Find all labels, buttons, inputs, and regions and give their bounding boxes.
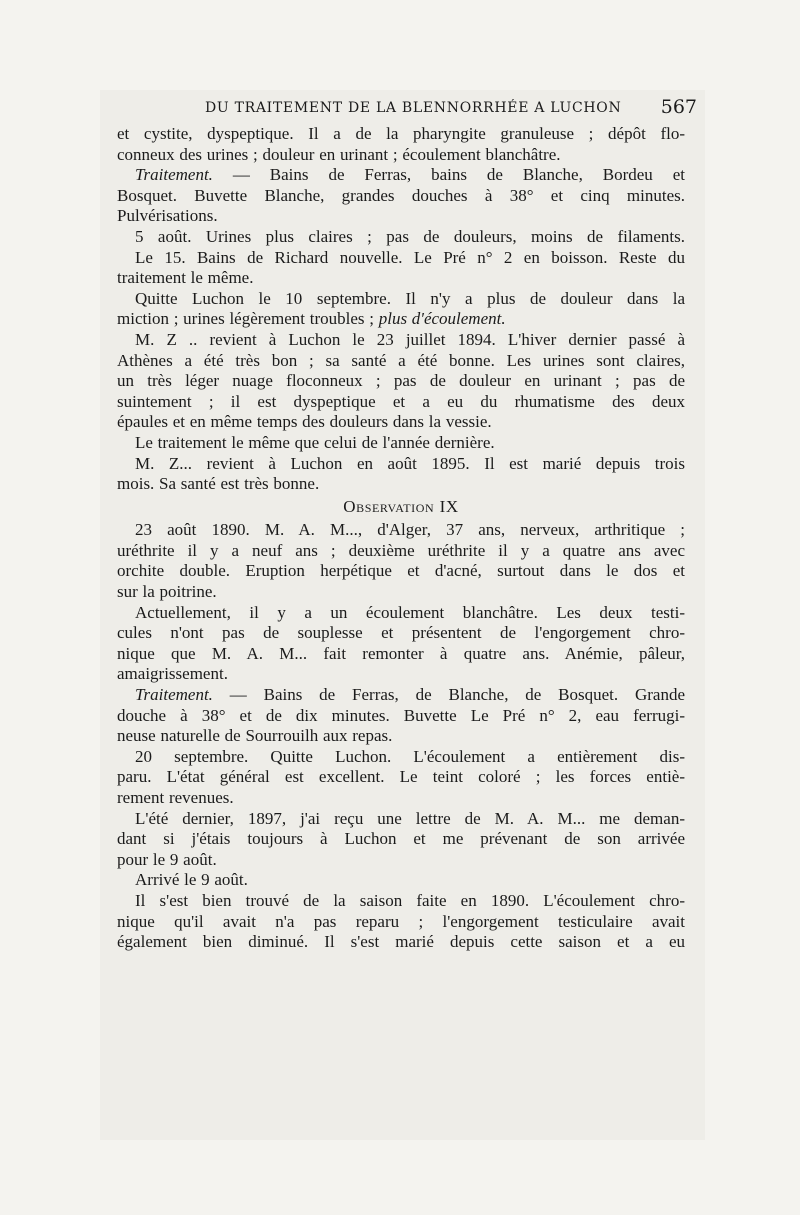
observation-heading bbox=[117, 497, 685, 518]
line-text: 23 août 1890. M. A. M..., d'Alger, 37 ans, nerveux, arthritique ; bbox=[135, 520, 685, 540]
line-text: — Bains de Ferras, de Blanche, de Bosquet. Grande bbox=[229, 685, 686, 705]
text-line bbox=[117, 248, 685, 269]
text-line bbox=[117, 206, 685, 227]
line-text: conneux des urines ; douleur en urinant ; écoulement blanchâtre. bbox=[117, 144, 561, 164]
line-text: Quitte Luchon le 10 septembre. Il n'y a plus de douleur dans la bbox=[135, 288, 685, 308]
text-line bbox=[117, 912, 685, 933]
line-text: nique qu'il avait n'a pas reparu ; l'engorgement testiculaire avait bbox=[117, 911, 685, 931]
text-line bbox=[117, 603, 685, 624]
text-line bbox=[117, 371, 685, 392]
text-line bbox=[117, 124, 685, 145]
text-line bbox=[117, 747, 685, 768]
italic-lead: Traitement. bbox=[135, 165, 233, 185]
text-line bbox=[117, 289, 685, 310]
running-head: DU TRAITEMENT DE LA BLENNORRHÉE A LUCHON bbox=[205, 100, 622, 116]
text-line bbox=[117, 664, 685, 685]
text-line bbox=[117, 767, 685, 788]
line-text: M. Z .. revient à Luchon le 23 juillet 1894. L'hiver dernier passé à bbox=[135, 329, 685, 349]
line-text: paru. L'état général est excellent. Le teint coloré ; les forces entiè- bbox=[117, 767, 685, 787]
line-text: suintement ; il est dyspeptique et a eu du rhumatisme des deux bbox=[117, 391, 685, 411]
line-text: nique que M. A. M... fait remonter à quatre ans. Anémie, pâleur, bbox=[117, 643, 685, 663]
line-text: un très léger nuage floconneux ; pas de douleur en urinant ; pas de bbox=[117, 371, 685, 391]
text-line bbox=[117, 561, 685, 582]
line-text: — Bains de Ferras, bains de Blanche, Bordeu et bbox=[232, 165, 685, 185]
line-text: cules n'ont pas de souplesse et présentent de l'engorgement chro- bbox=[117, 623, 685, 643]
line-text: uréthrite il y a neuf ans ; deuxième uréthrite il y a quatre ans avec bbox=[117, 540, 685, 560]
text-line bbox=[117, 541, 685, 562]
line-text: dant si j'étais toujours à Luchon et me prévenant de son arrivée bbox=[117, 829, 685, 849]
line-text: miction ; urines légèrement troubles ; bbox=[117, 309, 374, 329]
line-text: 20 septembre. Quitte Luchon. L'écoulement a entièrement dis- bbox=[135, 746, 685, 766]
text-line bbox=[117, 433, 685, 454]
line-text: Actuellement, il y a un écoulement blanchâtre. Les deux testi- bbox=[135, 602, 685, 622]
text-line bbox=[117, 520, 685, 541]
text-line bbox=[117, 474, 685, 495]
text-line bbox=[117, 685, 685, 706]
text-line bbox=[117, 268, 685, 289]
text-line bbox=[117, 809, 685, 830]
line-text: Le 15. Bains de Richard nouvelle. Le Pré n° 2 en boisson. Reste du bbox=[135, 247, 685, 267]
text-line bbox=[117, 850, 685, 871]
text-line bbox=[117, 932, 685, 953]
text-line bbox=[117, 186, 685, 207]
text-line bbox=[117, 412, 685, 433]
line-text: amaigrissement. bbox=[117, 664, 228, 684]
line-text: épaules et en même temps des douleurs dans la vessie. bbox=[117, 412, 492, 432]
line-text: Le traitement le même que celui de l'année dernière. bbox=[135, 432, 495, 452]
line-text: douche à 38° et de dix minutes. Buvette Le Pré n° 2, eau ferrugi- bbox=[117, 705, 685, 725]
line-text: également bien diminué. Il s'est marié depuis cette saison et a eu bbox=[117, 932, 685, 952]
text-line bbox=[117, 891, 685, 912]
line-text: sur la poitrine. bbox=[117, 582, 217, 602]
italic-tail: plus d'écoulement. bbox=[373, 309, 506, 329]
body-text bbox=[117, 124, 685, 953]
text-line bbox=[117, 392, 685, 413]
text-line bbox=[117, 726, 685, 747]
text-line bbox=[117, 870, 685, 891]
text-line bbox=[117, 644, 685, 665]
line-text: pour le 9 août. bbox=[117, 849, 217, 869]
line-text: Bosquet. Buvette Blanche, grandes douches à 38° et cinq minutes. bbox=[117, 185, 685, 205]
line-text: L'été dernier, 1897, j'ai reçu une lettre de M. A. M... me deman- bbox=[135, 808, 685, 828]
line-text: Observation IX bbox=[343, 496, 459, 516]
line-text: et cystite, dyspeptique. Il a de la pharyngite granuleuse ; dépôt flo- bbox=[117, 124, 685, 143]
text-line bbox=[117, 582, 685, 603]
text-line bbox=[117, 788, 685, 809]
text-line bbox=[117, 623, 685, 644]
line-text: orchite double. Eruption herpétique et d'acné, surtout dans le dos et bbox=[117, 561, 685, 581]
line-text: Arrivé le 9 août. bbox=[135, 870, 248, 890]
text-line bbox=[117, 706, 685, 727]
italic-lead: Traitement. bbox=[135, 685, 230, 705]
text-line bbox=[117, 227, 685, 248]
page-number: 567 bbox=[660, 96, 697, 118]
line-text: Pulvérisations. bbox=[117, 206, 218, 226]
line-text: Athènes a été très bon ; sa santé a été bonne. Les urines sont claires, bbox=[117, 350, 685, 370]
line-text: Il s'est bien trouvé de la saison faite en 1890. L'écoulement chro- bbox=[135, 890, 685, 910]
text-line bbox=[117, 829, 685, 850]
line-text: M. Z... revient à Luchon en août 1895. Il est marié depuis trois bbox=[135, 453, 685, 473]
page-header bbox=[117, 96, 697, 126]
line-text: rement revenues. bbox=[117, 788, 234, 807]
line-text: neuse naturelle de Sourrouilh aux repas. bbox=[117, 726, 393, 746]
text-line bbox=[117, 351, 685, 372]
text-line bbox=[117, 165, 685, 186]
line-text: 5 août. Urines plus claires ; pas de douleurs, moins de filaments. bbox=[135, 226, 685, 246]
line-text: mois. Sa santé est très bonne. bbox=[117, 474, 320, 494]
text-line bbox=[117, 330, 685, 351]
text-line bbox=[117, 145, 685, 166]
line-text: traitement le même. bbox=[117, 268, 254, 288]
text-line bbox=[117, 309, 685, 330]
text-line bbox=[117, 454, 685, 475]
